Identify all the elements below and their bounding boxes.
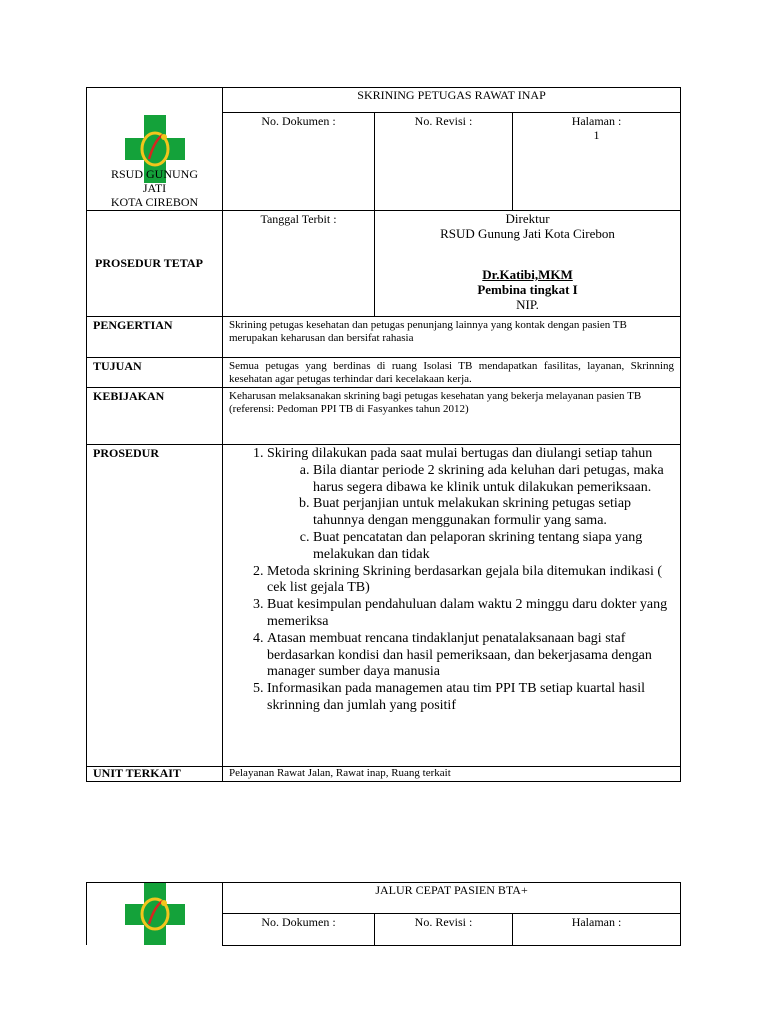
prosedur-step-text: Metoda skrining Skrining berdasarkan gejala bila ditemukan indikasi ( cek list gejala TB) — [267, 563, 663, 596]
hospital-logo-cell — [87, 883, 223, 946]
prosedur-substeps-list — [267, 463, 680, 564]
prosedur-substep-text: Buat pencatatan dan pelaporan skrining tentang siapa yang melakukan dan tidak — [313, 529, 643, 562]
hospital-name-line2: JATI — [142, 180, 167, 195]
no-revisi-cell — [375, 113, 513, 211]
prosedur-substep — [313, 463, 680, 497]
prosedur-step — [267, 597, 680, 631]
prosedur-step-text: Informasikan pada managemen atau tim PPI TB setiap kuartal hasil skrinning dan jumlah yang positif — [267, 681, 646, 713]
prosedur-substep — [313, 496, 680, 530]
prosedur-step-text: Skiring dilakukan pada saat mulai bertugas dan diulangi setiap tahun — [267, 446, 653, 461]
direktur-name: Dr.Katibi,MKM — [482, 266, 573, 282]
prosedur-label: PROSEDUR — [87, 445, 223, 767]
document-title: SKRINING PETUGAS RAWAT INAP — [223, 88, 681, 113]
sop-table-jalur-cepat — [86, 882, 681, 946]
hospital-name-line1: RSUD GUNUNG — [110, 167, 198, 181]
no-dokumen-label-2: No. Dokumen : — [261, 914, 336, 929]
prosedur-tetap-label: PROSEDUR TETAP — [87, 211, 223, 317]
halaman-cell-2 — [513, 913, 681, 945]
tujuan-label: TUJUAN — [87, 358, 223, 388]
kebijakan-label: KEBIJAKAN — [87, 388, 223, 445]
unit-terkait-text: Pelayanan Rawat Jalan, Rawat inap, Ruang terkait — [223, 767, 681, 782]
hospital-logo-cell — [87, 88, 223, 211]
halaman-value: 1 — [593, 127, 600, 142]
prosedur-substep — [313, 530, 680, 564]
prosedur-step-text: Atasan membuat rencana tindaklanjut penatalaksanaan bagi staf berdasarkan kondisi dan hasil pemeriksaan, dan bekerjasama dengan manager sumber daya manusia — [267, 630, 652, 680]
kebijakan-text: Keharusan melaksanakan skrining bagi petugas kesehatan yang bekerja melayanan pasien TB (referensi: Pedoman PPI TB di Fasyankes tahun 2012) — [223, 388, 681, 445]
direktur-label: Direktur — [505, 211, 550, 226]
hospital-name — [87, 168, 222, 209]
tujuan-text: Semua petugas yang berdinas di ruang Isolasi TB mendapatkan fasilitas, layanan, Skrinning kesehatan agar petugas terhindar dari kecelakaan kerja. — [223, 358, 681, 388]
direktur-cell — [375, 211, 681, 317]
prosedur-substep-text: Bila diantar periode 2 skrining ada keluhan dari petugas, maka harus segera dibawa ke klinik untuk dilakukan pemeriksaan. — [313, 462, 664, 495]
document-title-2: JALUR CEPAT PASIEN BTA+ — [223, 883, 681, 914]
prosedur-steps-list — [223, 446, 680, 715]
hospital-logo — [125, 883, 185, 945]
no-dokumen-cell — [223, 113, 375, 211]
prosedur-step — [267, 564, 680, 598]
no-revisi-label: No. Revisi : — [414, 114, 473, 128]
direktur-org: RSUD Gunung Jati Kota Cirebon — [440, 225, 615, 241]
prosedur-substep-text: Buat perjanjian untuk melakukan skrining petugas setiap tahunnya dengan menggunakan formulir yang sama. — [313, 496, 632, 529]
no-revisi-label-2: No. Revisi : — [414, 914, 473, 929]
direktur-rank: Pembina tingkat I — [477, 281, 578, 297]
nip-label: NIP. — [516, 296, 539, 312]
no-dokumen-label: No. Dokumen : — [261, 114, 336, 128]
no-revisi-cell-2 — [375, 913, 513, 945]
prosedur-step — [267, 631, 680, 681]
prosedur-steps-cell — [223, 445, 681, 767]
tanggal-terbit-label: Tanggal Terbit : — [223, 211, 375, 317]
sop-table-skrining — [86, 87, 681, 782]
no-dokumen-cell-2 — [223, 913, 375, 945]
prosedur-step — [267, 446, 680, 564]
prosedur-step-text: Buat kesimpulan pendahuluan dalam waktu 2 minggu daru dokter yang memeriksa — [267, 597, 668, 629]
unit-terkait-label: UNIT TERKAIT — [87, 767, 223, 782]
hospital-name-line3: KOTA CIREBON — [110, 194, 199, 209]
halaman-cell — [513, 113, 681, 211]
pengertian-label: PENGERTIAN — [87, 317, 223, 358]
pengertian-text: Skrining petugas kesehatan dan petugas penunjang lainnya yang kontak dengan pasien TB merupakan keharusan dan bersifat rahasia — [223, 317, 681, 358]
halaman-label-2: Halaman : — [571, 914, 622, 929]
prosedur-step — [267, 681, 680, 715]
halaman-label: Halaman : — [571, 114, 622, 128]
